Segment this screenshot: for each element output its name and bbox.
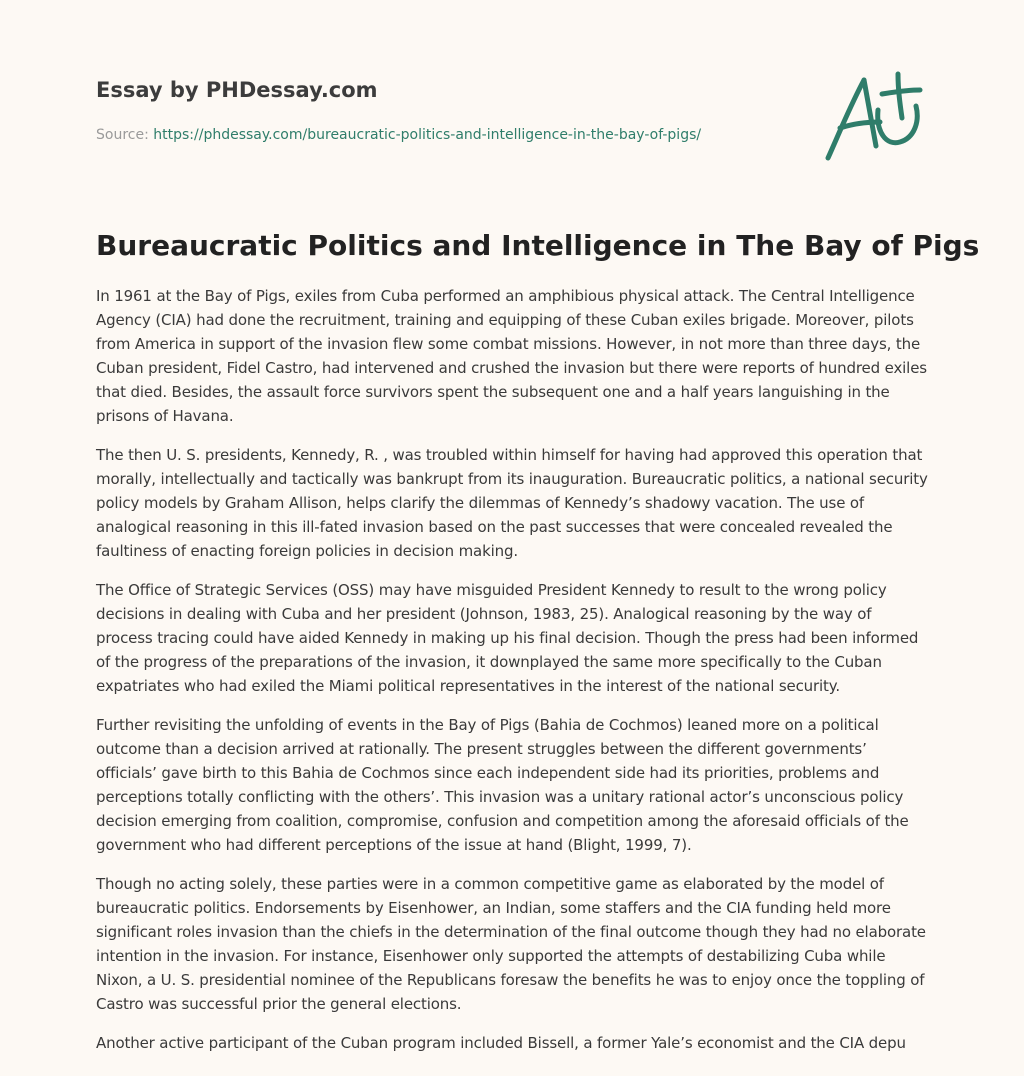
source-label: Source: bbox=[96, 127, 149, 143]
essay-paragraph: The Office of Strategic Services (OSS) may have misguided President Kennedy to result to the wrong policy decisions in dealing with Cuba and her president (Johnson, 1983, 25). Analogical reasoning by the way of process tracing could have aided Kennedy in making up his final decision. Though the press had been informed of the progress of the preparations of the invasion, it downplayed the same more specifically to the Cuban expatriates who had exiled the Miami political representatives in the interest of the national security. bbox=[96, 581, 919, 695]
essay-paragraph: Further revisiting the unfolding of events in the Bay of Pigs (Bahia de Cochmos) leaned more on a political outcome than a decision arrived at rationally. The present struggles between the different governments’ officials’ gave birth to this Bahia de Cochmos since each independent side had its priorities, problems and perceptions totally conflicting with the others’. This invasion was a unitary rational actor’s unconscious policy decision emerging from coalition, compromise, confusion and competition among the aforesaid officials of the government who had different perceptions of the issue at hand (Blight, 1999, 7). bbox=[96, 716, 909, 854]
source-line bbox=[96, 124, 736, 146]
essay-paragraph: Another active participant of the Cuban program included Bissell, a former Yale’s economist and the CIA depu bbox=[96, 1034, 906, 1052]
a-plus-grade-icon bbox=[820, 66, 930, 166]
essay-paragraph: In 1961 at the Bay of Pigs, exiles from Cuba performed an amphibious physical attack. The Central Intelligence Agency (CIA) had done the recruitment, training and equipping of these Cuban exiles brigade. Moreover, pilots from America in support of the invasion flew some combat missions. However, in not more than three days, the Cuban president, Fidel Castro, had intervened and crushed the invasion but there were reports of hundred exiles that died. Besides, the assault force survivors spent the subsequent one and a half years languishing in the prisons of Havana. bbox=[96, 287, 927, 425]
essay-paragraph: Though no acting solely, these parties were in a common competitive game as elaborated by the model of bureaucratic politics. Endorsements by Eisenhower, an Indian, some staffers and the CIA funding held more significant roles invasion than the chiefs in the determination of the final outcome though they had no elaborate intention in the invasion. For instance, Eisenhower only supported the attempts of destabilizing Cuba while Nixon, a U. S. presidential nominee of the Republicans foresaw the benefits he was to enjoy once the toppling of Castro was successful prior the general elections. bbox=[96, 875, 926, 1013]
essay-body bbox=[96, 284, 932, 1070]
site-brand: Essay by PHDessay.com bbox=[96, 78, 378, 102]
essay-title: Bureaucratic Politics and Intelligence in The Bay of Pigs bbox=[96, 229, 980, 262]
essay-header bbox=[96, 72, 736, 146]
essay-paragraph: The then U. S. presidents, Kennedy, R. , was troubled within himself for having had approved this operation that morally, intellectually and tactically was bankrupt from its inauguration. Bureaucratic politics, a national security policy models by Graham Allison, helps clarify the dilemmas of Kennedy’s shadowy vacation. The use of analogical reasoning in this ill-fated invasion based on the past successes that were concealed revealed the faultiness of enacting foreign policies in decision making. bbox=[96, 446, 928, 560]
source-link[interactable]: https://phdessay.com/bureaucratic-politics-and-intelligence-in-the-bay-of-pigs/ bbox=[153, 127, 702, 143]
